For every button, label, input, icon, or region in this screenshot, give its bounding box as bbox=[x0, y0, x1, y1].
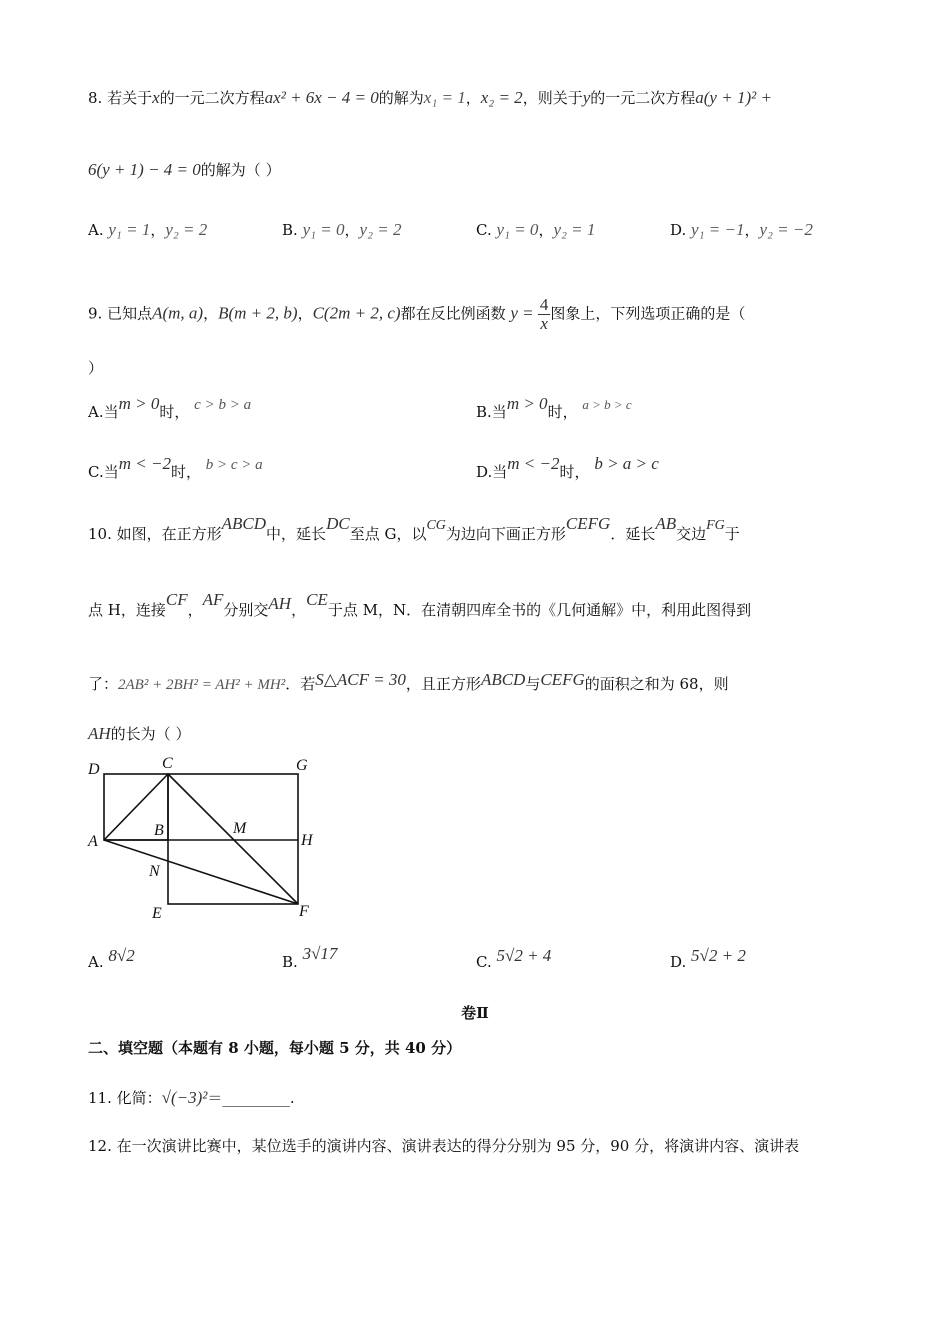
q9-point-c: C(2m + 2, c) bbox=[312, 303, 401, 323]
q9-line1 bbox=[88, 296, 745, 333]
option-value: 8√2 bbox=[108, 946, 135, 965]
label-f: F bbox=[299, 903, 309, 920]
q10-ah: AH bbox=[88, 724, 111, 743]
option-result: a > b > c bbox=[582, 397, 632, 412]
volume-title: 卷Ⅱ bbox=[461, 1004, 489, 1022]
q10-text: 至点 G，以 bbox=[349, 525, 427, 543]
q10-cg: CG bbox=[426, 518, 446, 533]
section-title: 二、填空题（本题有 8 小题，每小题 5 分，共 40 分） bbox=[88, 1039, 462, 1057]
option-label: B. bbox=[282, 953, 298, 971]
option-when: 当 bbox=[492, 463, 508, 481]
q10-text: 的面积之和为 68，则 bbox=[584, 675, 729, 693]
q10-answer-blank: 的长为（ ） bbox=[110, 725, 191, 743]
q8-root-1: x₁ = 1 bbox=[423, 88, 466, 107]
q10-option-a bbox=[88, 946, 135, 972]
q10-line4 bbox=[88, 724, 190, 744]
option-label: C. bbox=[476, 953, 492, 971]
label-b: B bbox=[154, 822, 164, 839]
option-comma: ， bbox=[538, 221, 554, 239]
q9-text: ） bbox=[88, 359, 104, 377]
option-label: B. bbox=[282, 221, 298, 239]
q10-text: ．延长 bbox=[610, 525, 656, 543]
q10-figure bbox=[80, 750, 330, 925]
q10-abcd: ABCD bbox=[480, 670, 526, 689]
option-when: 当 bbox=[103, 463, 119, 481]
q9-text: 都在反比例函数 bbox=[400, 304, 506, 323]
label-c: C bbox=[162, 755, 173, 772]
q9-text: 图象上，下列选项正确的是（ bbox=[550, 304, 746, 323]
option-result: b > a > c bbox=[594, 454, 659, 473]
option-shi: 时， bbox=[170, 463, 201, 481]
q10-option-b bbox=[282, 944, 338, 972]
label-e: E bbox=[152, 905, 162, 922]
option-label: C. bbox=[88, 463, 104, 481]
q9-point-a: A(m, a) bbox=[152, 303, 204, 323]
label-n: N bbox=[149, 863, 160, 880]
option-label: B. bbox=[476, 403, 492, 421]
option-value-1: y₁ = −1 bbox=[691, 220, 745, 239]
q10-number: 10. bbox=[88, 525, 112, 543]
option-label: A. bbox=[88, 403, 104, 421]
option-value: 3√17 bbox=[302, 944, 338, 963]
option-comma: ， bbox=[150, 221, 166, 239]
q12-line bbox=[88, 1136, 799, 1156]
fn-denominator: x bbox=[540, 314, 548, 333]
q12-number: 12. bbox=[88, 1137, 112, 1155]
q10-af: AF bbox=[202, 590, 224, 609]
q10-option-c bbox=[476, 946, 552, 972]
q10-ce: CE bbox=[306, 590, 328, 609]
q9-function bbox=[510, 296, 550, 333]
q8-text: 若关于 bbox=[107, 89, 153, 107]
q12-text: 在一次演讲比赛中，某位选手的演讲内容、演讲表达的得分分别为 95 分，90 分，将演讲内容、演讲表 bbox=[116, 1137, 800, 1155]
q8-text: 的解为 bbox=[378, 89, 424, 107]
option-condition: m > 0 bbox=[506, 394, 548, 413]
q10-text: 于 bbox=[724, 525, 740, 543]
q11-text: 化简： bbox=[116, 1089, 162, 1107]
option-value: 5√2 + 2 bbox=[691, 946, 746, 965]
q8-equation-2b: 6(y + 1) − 4 = 0 bbox=[88, 160, 201, 179]
q8-text: 的一元二次方程 bbox=[159, 89, 265, 107]
label-a: A bbox=[88, 833, 98, 850]
option-condition: m > 0 bbox=[118, 394, 160, 413]
option-label: A. bbox=[88, 221, 104, 239]
option-label: C. bbox=[476, 221, 492, 239]
q10-text: ， bbox=[291, 601, 307, 619]
q10-option-d bbox=[670, 946, 746, 972]
q8-number: 8. bbox=[88, 89, 103, 107]
option-comma: ， bbox=[744, 221, 760, 239]
q10-text: 中，延长 bbox=[266, 525, 327, 543]
q8-equation-2a: a(y + 1)² + bbox=[695, 88, 772, 107]
option-label: D. bbox=[670, 953, 687, 971]
option-shi: 时， bbox=[547, 403, 578, 421]
option-value: 5√2 + 4 bbox=[496, 946, 552, 965]
option-result: b > c > a bbox=[205, 457, 263, 473]
q10-line3 bbox=[88, 670, 729, 695]
q10-text: 如图，在正方形 bbox=[116, 525, 222, 543]
q8-option-a bbox=[88, 220, 207, 240]
q11-number: 11. bbox=[88, 1089, 112, 1107]
option-shi: 时， bbox=[159, 403, 190, 421]
option-label: D. bbox=[670, 221, 687, 239]
q8-option-b bbox=[282, 220, 401, 240]
option-value-2: y₂ = −2 bbox=[759, 220, 813, 239]
option-value-2: y₂ = 2 bbox=[359, 220, 402, 239]
q8-text: 的一元二次方程 bbox=[590, 89, 696, 107]
q9-comma: ， bbox=[297, 304, 313, 323]
q10-text: 与 bbox=[525, 675, 541, 693]
option-shi: 时， bbox=[559, 463, 590, 481]
option-when: 当 bbox=[103, 403, 119, 421]
option-value-2: y₂ = 2 bbox=[165, 220, 208, 239]
q9-option-c bbox=[88, 454, 263, 483]
q10-ah: AH bbox=[268, 594, 292, 613]
option-value-1: y₁ = 1 bbox=[108, 220, 151, 239]
option-result: c > b > a bbox=[194, 397, 252, 413]
q8-var-x: x bbox=[152, 88, 160, 107]
q8-equation-1: ax² + 6x − 4 = 0 bbox=[264, 88, 379, 107]
q10-text: 为边向下画正方形 bbox=[445, 525, 566, 543]
q9-number: 9. bbox=[88, 304, 103, 323]
q10-dc: DC bbox=[326, 514, 350, 533]
q8-comma: ， bbox=[465, 89, 481, 107]
q9-option-d bbox=[476, 454, 659, 482]
q8-option-d bbox=[670, 220, 813, 240]
q10-cefg: CEFG bbox=[540, 670, 585, 689]
q10-ab: AB bbox=[655, 514, 677, 533]
q8-option-c bbox=[476, 220, 595, 240]
q9-text: 已知点 bbox=[107, 304, 153, 323]
q10-text: 点 H，连接 bbox=[88, 601, 166, 619]
line-af bbox=[104, 840, 298, 904]
q10-text: ．若 bbox=[285, 675, 316, 693]
option-condition: m < −2 bbox=[507, 454, 560, 473]
label-g: G bbox=[296, 757, 308, 774]
q11-expression: √(−3)² bbox=[161, 1088, 208, 1107]
label-h: H bbox=[301, 832, 313, 849]
q10-cf: CF bbox=[165, 590, 188, 609]
line-cf bbox=[168, 774, 298, 904]
q11-blank: ＝_________. bbox=[207, 1089, 295, 1107]
option-value-1: y₁ = 0 bbox=[496, 220, 539, 239]
option-when: 当 bbox=[491, 403, 507, 421]
option-condition: m < −2 bbox=[118, 454, 171, 473]
q8-answer-blank: 的解为（ ） bbox=[200, 161, 281, 179]
option-comma: ， bbox=[344, 221, 360, 239]
q10-text: ，且正方形 bbox=[405, 675, 481, 693]
q8-line2 bbox=[88, 160, 281, 180]
label-m: M bbox=[233, 820, 247, 837]
option-label: D. bbox=[476, 463, 493, 481]
q9-comma: ， bbox=[203, 304, 219, 323]
q11-line bbox=[88, 1088, 295, 1108]
option-value-2: y₂ = 1 bbox=[553, 220, 596, 239]
q10-text: 了： bbox=[88, 675, 119, 693]
label-d: D bbox=[88, 761, 100, 778]
q8-root-2: x₂ = 2 bbox=[480, 88, 523, 107]
q9-line2 bbox=[88, 358, 103, 378]
q10-cefg: CEFG bbox=[565, 514, 611, 533]
q10-text: ， bbox=[187, 601, 203, 619]
q8-var-y: y bbox=[582, 88, 591, 107]
q9-option-a bbox=[88, 394, 252, 423]
q10-abcd: ABCD bbox=[221, 514, 267, 533]
q10-line1 bbox=[88, 514, 740, 546]
q10-formula: 2AB² + 2BH² = AH² + MH² bbox=[118, 677, 286, 693]
q9-point-b: B(m + 2, b) bbox=[218, 303, 298, 323]
fn-numerator: 4 bbox=[539, 295, 549, 314]
fn-lhs: y = bbox=[510, 303, 534, 323]
fn-fraction bbox=[538, 296, 551, 333]
q10-area: S△ACF = 30 bbox=[315, 670, 406, 689]
q9-option-b bbox=[476, 394, 632, 423]
q10-text: 于点 M，N．在清朝四库全书的《几何通解》中，利用此图得到 bbox=[327, 601, 752, 619]
option-value-1: y₁ = 0 bbox=[302, 220, 345, 239]
q10-line2 bbox=[88, 590, 752, 620]
q10-text: 交边 bbox=[676, 525, 707, 543]
option-label: A. bbox=[88, 953, 104, 971]
q8-text: ，则关于 bbox=[522, 89, 583, 107]
q10-fg: FG bbox=[706, 518, 725, 533]
q10-text: 分别交 bbox=[223, 601, 269, 619]
q8-line1 bbox=[88, 88, 772, 108]
